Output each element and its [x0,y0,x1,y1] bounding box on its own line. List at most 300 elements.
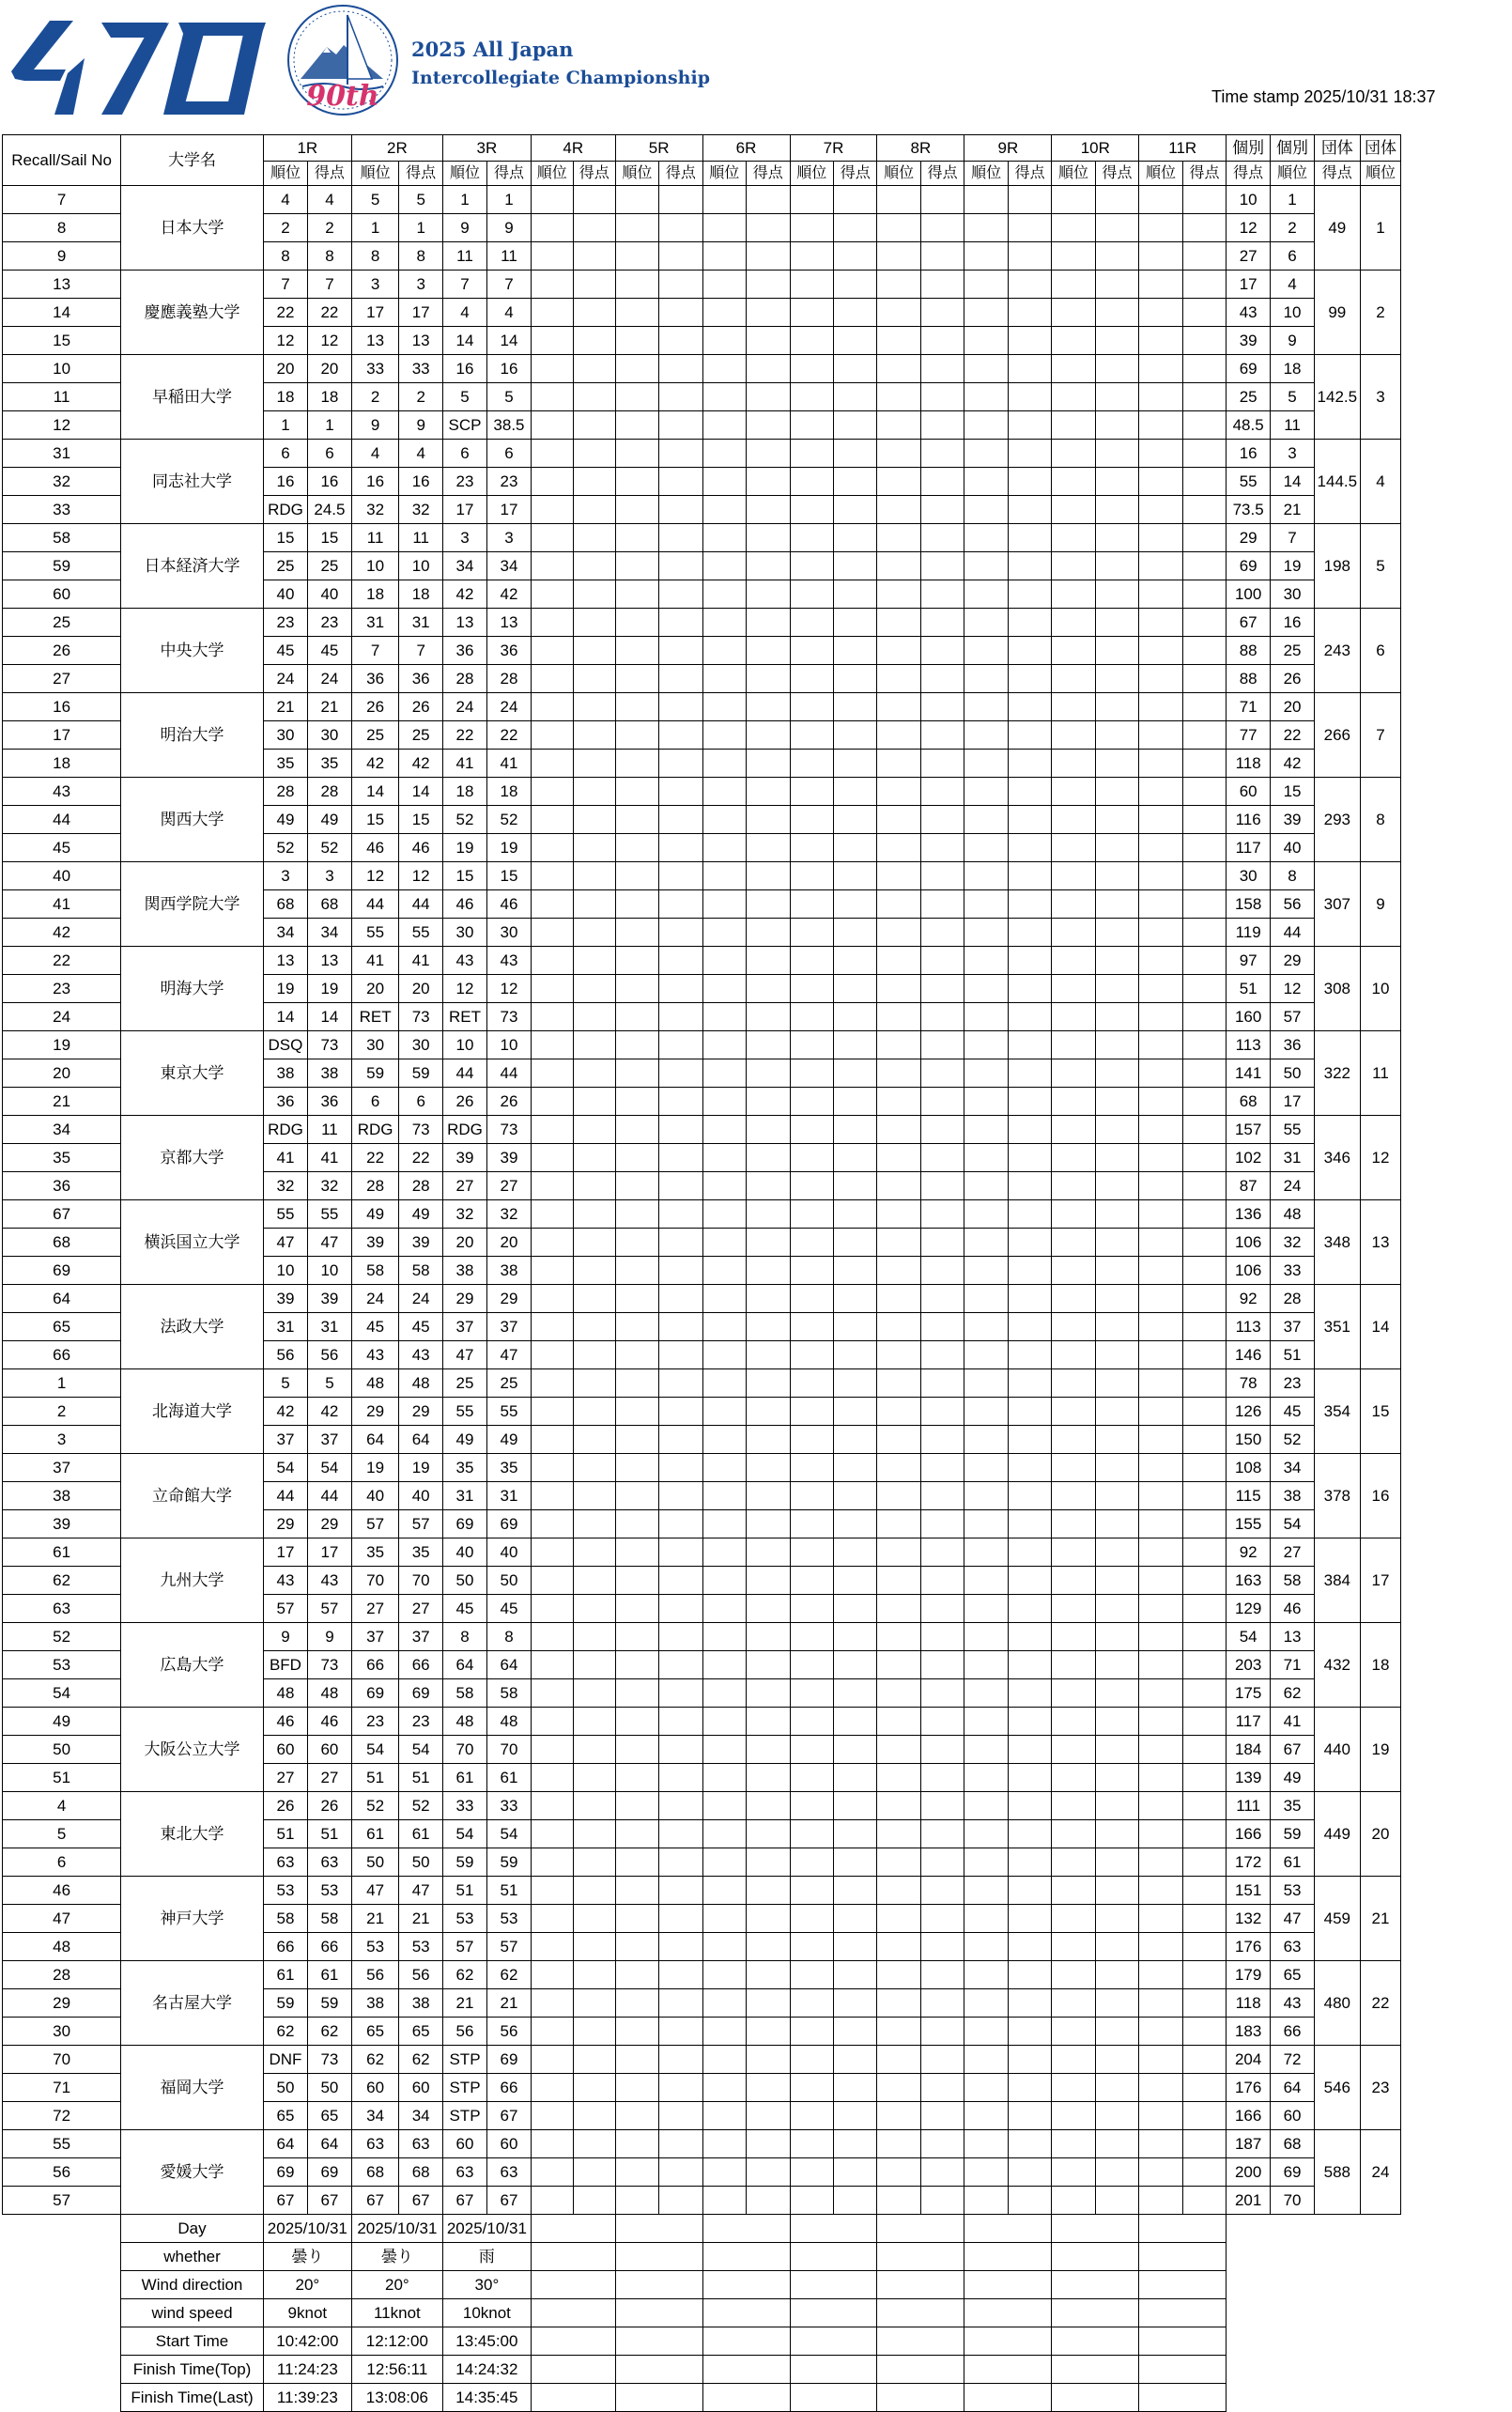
individual-points: 146 [1227,1341,1271,1369]
race-result-empty [964,1623,1008,1651]
race-result-empty [573,1820,615,1848]
race-result-empty [1182,1623,1226,1651]
individual-points: 73.5 [1227,496,1271,524]
race-result: 9 [399,411,442,440]
race-result: 22 [308,299,352,327]
individual-rank: 54 [1271,1510,1315,1538]
race-result-empty [615,1538,658,1567]
sail-number: 5 [3,1820,121,1848]
race-result-empty [833,1454,876,1482]
race-result-empty [573,1257,615,1285]
individual-points: 100 [1227,580,1271,609]
race-result-empty [1139,1426,1182,1454]
race-result-empty [790,355,833,383]
race-result: 48 [308,1679,352,1708]
race-result-empty [920,411,964,440]
individual-points: 183 [1227,2018,1271,2046]
race-result-empty [920,524,964,552]
race-result-empty [1095,721,1138,750]
race-result-empty [964,1989,1008,2018]
race-result-empty [702,214,746,242]
race-result-empty [702,806,746,834]
race-result-empty [702,1116,746,1144]
individual-points: 118 [1227,750,1271,778]
race-result-empty [659,947,702,975]
race-result: 37 [308,1426,352,1454]
race-result-empty [833,2158,876,2187]
race-result-empty [1095,468,1138,496]
race-result-empty [1182,2046,1226,2074]
race-result-empty [1052,947,1095,975]
race-result-empty [790,1341,833,1369]
race-result-empty [1008,411,1051,440]
team-rank: 10 [1360,947,1401,1031]
race-result-empty [615,947,658,975]
university-name: 京都大学 [121,1116,264,1200]
race-result-empty [833,214,876,242]
sail-number: 43 [3,778,121,806]
race-result-empty [1008,693,1051,721]
race-result-empty [531,750,573,778]
individual-rank: 66 [1271,2018,1315,2046]
race-result: 2 [308,214,352,242]
race-result-empty [920,665,964,693]
race-result-empty [833,1736,876,1764]
race-result: 32 [263,1172,307,1200]
race-result: 30 [308,721,352,750]
race-result-empty [790,1877,833,1905]
race-result-empty [531,580,573,609]
race-result: RDG [263,1116,307,1144]
race-result-empty [1139,1454,1182,1482]
race-result: 47 [263,1229,307,1257]
sail-number: 53 [3,1651,121,1679]
race-result-empty [1182,834,1226,862]
race-result-empty [531,919,573,947]
individual-points: 106 [1227,1257,1271,1285]
race-result-empty [531,1708,573,1736]
individual-rank: 27 [1271,1538,1315,1567]
team-rank: 11 [1360,1031,1401,1116]
race-result-empty [920,806,964,834]
race-result: 34 [351,2102,399,2130]
race-result-empty [1008,524,1051,552]
race-result-empty [1095,1736,1138,1764]
race-result: 48 [263,1679,307,1708]
table-row [3,1369,1512,1398]
race-result: 53 [442,1905,486,1933]
team-rank: 15 [1360,1369,1401,1454]
race-result-empty [1008,1285,1051,1313]
sail-number: 23 [3,975,121,1003]
race-result: 13 [399,327,442,355]
race-result: 38 [351,1989,399,2018]
race-result-empty [573,1567,615,1595]
race-result-empty [877,383,920,411]
race-result-empty [920,862,964,890]
race-result-empty [1095,947,1138,975]
race-result: 21 [351,1905,399,1933]
race-result: 23 [487,468,532,496]
race-result: 28 [442,665,486,693]
race-result: 62 [351,2046,399,2074]
race-result-empty [615,1792,658,1820]
race-result-empty [1052,1905,1095,1933]
race-result-empty [573,1031,615,1059]
race-result-empty [790,693,833,721]
race-result-empty [1182,271,1226,299]
race-result-empty [1052,1538,1095,1567]
90th-anniversary-emblem [282,2,404,124]
race-result: 35 [487,1454,532,1482]
race-result-empty [964,1848,1008,1877]
race-result-empty [573,1623,615,1651]
race-result-empty [702,2074,746,2102]
race-result-empty [1052,1595,1095,1623]
race-result-empty [1052,2074,1095,2102]
condition-value-empty [1052,2243,1139,2271]
university-name: 関西学院大学 [121,862,264,947]
race-result: 9 [263,1623,307,1651]
race-result-empty [702,778,746,806]
race-result: 59 [308,1989,352,2018]
race-result: 60 [308,1736,352,1764]
race-result-empty [877,1200,920,1229]
condition-value-empty [877,2356,964,2384]
race-result-empty [659,1736,702,1764]
table-row [3,1200,1512,1229]
race-result: 24 [351,1285,399,1313]
team-points: 440 [1314,1708,1360,1792]
individual-points: 184 [1227,1736,1271,1764]
race-result: 63 [399,2130,442,2158]
race-result-empty [877,1820,920,1848]
race-result-empty [1095,440,1138,468]
individual-rank: 29 [1271,947,1315,975]
race-result: 41 [487,750,532,778]
race-result-empty [920,1708,964,1736]
sail-number: 44 [3,806,121,834]
race-result-empty [659,1313,702,1341]
race-result-empty [531,1144,573,1172]
race-result-empty [1008,271,1051,299]
race-result-empty [1008,1454,1051,1482]
race-result-empty [659,1341,702,1369]
race-result: 47 [442,1341,486,1369]
race-result-empty [615,862,658,890]
race-result-empty [1008,1088,1051,1116]
race-result-empty [833,1398,876,1426]
race-result: 35 [308,750,352,778]
race-result-empty [790,2130,833,2158]
individual-points: 126 [1227,1398,1271,1426]
table-row [3,1285,1512,1313]
university-name: 横浜国立大学 [121,1200,264,1285]
race-result: 54 [263,1454,307,1482]
team-rank: 16 [1360,1454,1401,1538]
race-result: 15 [442,862,486,890]
sail-number: 37 [3,1454,121,1482]
race-result-empty [1182,1059,1226,1088]
race-result-empty [702,1538,746,1567]
condition-value: 14:35:45 [442,2384,531,2412]
race-result: 73 [399,1003,442,1031]
race-result-empty [790,637,833,665]
race-result-empty [1052,411,1095,440]
sail-number: 24 [3,1003,121,1031]
race-result-empty [877,1341,920,1369]
race-result-empty [1095,1313,1138,1341]
race-result-empty [790,496,833,524]
race-result-empty [531,1820,573,1848]
race-result-empty [659,496,702,524]
race-result: 25 [399,721,442,750]
individual-rank: 2 [1271,214,1315,242]
race-result-empty [1182,1877,1226,1905]
race-result-empty [1139,299,1182,327]
race-result-empty [573,383,615,411]
condition-value-empty [531,2356,615,2384]
individual-rank: 20 [1271,693,1315,721]
race-result-empty [877,1877,920,1905]
race-result-empty [877,693,920,721]
race-result-empty [1139,1538,1182,1567]
race-result-empty [1008,1341,1051,1369]
team-points: 293 [1314,778,1360,862]
race-result-empty [615,1820,658,1848]
race-result-empty [833,1708,876,1736]
race-result-empty [573,524,615,552]
race-result-empty [615,806,658,834]
race-result-empty [615,2018,658,2046]
individual-rank: 44 [1271,919,1315,947]
race-result-empty [790,186,833,214]
race-result-empty [747,1426,790,1454]
individual-points: 51 [1227,975,1271,1003]
race-result: 59 [351,1059,399,1088]
race-result-empty [531,1285,573,1313]
sail-number: 68 [3,1229,121,1257]
race-result-empty [615,2102,658,2130]
race-result-empty [877,750,920,778]
race-result-empty [1182,1989,1226,2018]
individual-points: 29 [1227,524,1271,552]
race-result: 38.5 [487,411,532,440]
race-result-empty [573,1088,615,1116]
blank-cell [3,2384,121,2412]
condition-value-empty [790,2271,877,2299]
race-result-empty [1139,214,1182,242]
race-header: 1R [263,135,351,162]
race-result-empty [1139,1285,1182,1313]
race-result-empty [573,440,615,468]
race-result: 3 [442,524,486,552]
race-result-empty [1095,1088,1138,1116]
race-result-empty [1052,1989,1095,2018]
team-points: 198 [1314,524,1360,609]
race-result: 13 [487,609,532,637]
race-result-empty [964,2102,1008,2130]
race-result-empty [1139,1651,1182,1679]
race-result-empty [877,1369,920,1398]
race-result-empty [531,721,573,750]
sail-number: 28 [3,1961,121,1989]
race-result-empty [1139,1398,1182,1426]
race-result-empty [833,496,876,524]
race-result-empty [1052,214,1095,242]
race-result-empty [920,1454,964,1482]
race-result-empty [573,1172,615,1200]
race-result-empty [531,2074,573,2102]
race-result-empty [1052,1877,1095,1905]
race-result-empty [573,1961,615,1989]
race-result: 3 [399,271,442,299]
race-result-empty [1139,496,1182,524]
individual-points: 55 [1227,468,1271,496]
race-result-empty [573,1877,615,1905]
race-result: 70 [399,1567,442,1595]
race-result-empty [920,1200,964,1229]
individual-header: 個別 [1227,135,1271,162]
condition-value-empty [531,2327,615,2356]
race-result-empty [964,637,1008,665]
race-result-empty [920,947,964,975]
race-result-empty [1139,1764,1182,1792]
race-result-empty [833,834,876,862]
race-result-empty [747,1172,790,1200]
race-result-empty [920,271,964,299]
individual-points: 108 [1227,1454,1271,1482]
race-result: 28 [351,1172,399,1200]
race-result-empty [920,1510,964,1538]
race-result-empty [531,1989,573,2018]
race-result-empty [659,806,702,834]
race-result-empty [964,1426,1008,1454]
race-result: 46 [487,890,532,919]
race-result-empty [659,1454,702,1482]
race-result-empty [964,1454,1008,1482]
race-result-empty [920,468,964,496]
condition-row [3,2271,1512,2299]
sail-number: 35 [3,1144,121,1172]
race-result-empty [790,975,833,1003]
race-result-empty [833,1877,876,1905]
race-result-empty [1052,1229,1095,1257]
blank-cell [3,2215,121,2243]
race-result-empty [1052,383,1095,411]
condition-row [3,2327,1512,2356]
race-result: 38 [442,1257,486,1285]
race-result-empty [659,1764,702,1792]
race-result-empty [877,1003,920,1031]
individual-points: 172 [1227,1848,1271,1877]
individual-rank: 19 [1271,552,1315,580]
race-result-empty [531,1736,573,1764]
race-result-empty [659,1229,702,1257]
race-result: 53 [308,1877,352,1905]
sail-number: 55 [3,2130,121,2158]
race-result-empty [1052,750,1095,778]
race-result: 17 [263,1538,307,1567]
race-result-empty [1139,1989,1182,2018]
race-result: 32 [442,1200,486,1229]
race-result-empty [747,1679,790,1708]
sail-number: 16 [3,693,121,721]
race-result: 22 [442,721,486,750]
race-result-empty [833,1088,876,1116]
race-result: 63 [308,1848,352,1877]
race-result: 54 [487,1820,532,1848]
race-result-empty [964,2046,1008,2074]
race-result-empty [964,1229,1008,1257]
race-result: 7 [487,271,532,299]
race-result-empty [877,1398,920,1426]
individual-rank: 28 [1271,1285,1315,1313]
race-result-empty [790,524,833,552]
individual-points: 160 [1227,1003,1271,1031]
race-result-empty [747,1538,790,1567]
individual-rank: 61 [1271,1848,1315,1877]
race-result-empty [573,1313,615,1341]
race-result: STP [442,2046,486,2074]
race-result-empty [615,355,658,383]
race-result: 2 [263,214,307,242]
race-result: 15 [263,524,307,552]
race-result-empty [702,1144,746,1172]
race-result: 66 [487,2074,532,2102]
race-result-empty [1139,834,1182,862]
race-result: 26 [263,1792,307,1820]
race-result-empty [790,411,833,440]
race-result-empty [1139,890,1182,919]
race-result: 36 [487,637,532,665]
race-result-empty [833,806,876,834]
race-result-empty [833,1257,876,1285]
race-result: 29 [263,1510,307,1538]
race-result-empty [573,862,615,890]
race-result-empty [877,609,920,637]
race-result-empty [747,1933,790,1961]
team-rank: 14 [1360,1285,1401,1369]
race-result-empty [1008,1736,1051,1764]
race-result-empty [531,1848,573,1877]
race-result: 31 [263,1313,307,1341]
race-result: 67 [399,2187,442,2215]
race-result-empty [1139,411,1182,440]
race-result-empty [573,975,615,1003]
race-result-empty [877,919,920,947]
race-result-empty [615,1285,658,1313]
race-result-empty [1052,580,1095,609]
race-result-empty [1008,1059,1051,1088]
race-result-empty [531,327,573,355]
race-result: 45 [351,1313,399,1341]
race-result-empty [964,383,1008,411]
race-result-empty [1139,1595,1182,1623]
race-result-empty [1182,440,1226,468]
team-rank: 3 [1360,355,1401,440]
individual-points: 25 [1227,383,1271,411]
race-result-empty [1139,2130,1182,2158]
race-result-empty [573,947,615,975]
condition-value-empty [702,2356,790,2384]
race-result-empty [964,1285,1008,1313]
race-result-empty [615,1200,658,1229]
sail-number: 22 [3,947,121,975]
race-result: 16 [351,468,399,496]
race-result-empty [747,299,790,327]
race-result-empty [573,1426,615,1454]
